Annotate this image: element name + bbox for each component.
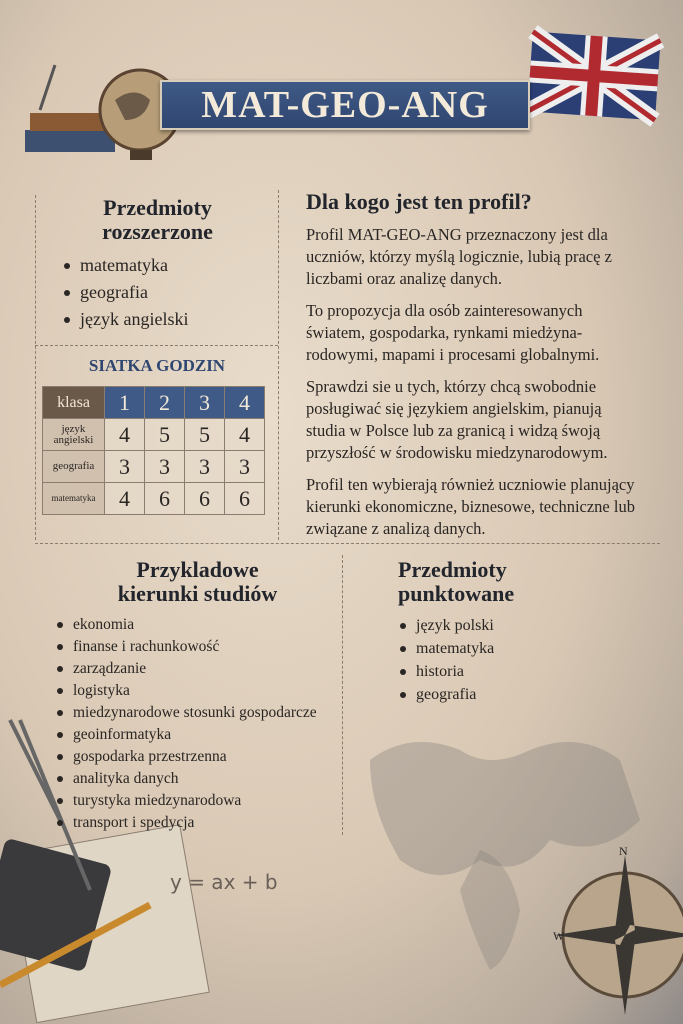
list-item: geoinformatyka xyxy=(55,724,340,746)
studies-heading: Przykladowe xyxy=(136,557,259,582)
title-banner xyxy=(160,80,530,130)
uk-flag-icon xyxy=(525,28,665,123)
schedule xyxy=(42,356,272,515)
list-item: historia xyxy=(398,660,628,683)
page-title: MAT-GEO-ANG xyxy=(201,84,489,126)
table-row: język angielski 4 5 5 4 xyxy=(43,419,265,451)
compass-rose-icon xyxy=(555,845,683,1015)
list-item: matematyka xyxy=(62,252,275,279)
list-item: język polski xyxy=(398,614,628,637)
list-item: logistyka xyxy=(55,680,340,702)
scored-heading: Przedmioty xyxy=(398,557,507,582)
example-studies: Przykladowe kierunki studiów ekonomia finanse i rachunkowość zarządzanie logistyka miedzynarodowe stosunki gospodarcze geoinformatyka gospodarka przestrzenna analityka danych turystyka miedzynarodowa transport i spedycja xyxy=(55,558,340,834)
list-item: język angielski xyxy=(62,306,275,333)
formula-decoration: y = ax + b xyxy=(170,870,278,894)
subjects-heading: Przedmioty xyxy=(103,195,212,220)
table-row: geografia 3 3 3 3 xyxy=(43,451,265,483)
list-item: turystyka miedzynarodowa xyxy=(55,790,340,812)
scored-subjects: Przedmioty punktowane język polski matematyka historia geografia xyxy=(398,558,628,706)
schedule-table: klasa 1 2 3 4 język angielski 4 5 5 4 geografia 3 3 3 3 matematyka 4 6 6 6 xyxy=(42,386,265,515)
list-item: zarządzanie xyxy=(55,658,340,680)
profile-description: Dla kogo jest ten profil? Profil MAT-GEO-ANG przeznaczony jest dla uczniów, którzy myślą logicznie, lubią pracę z liczbami oraz analizę danych. To propozycja dla osób zainteresowanych światem, gospodarka, rynkami miedżyna-rodowymi, mapami i procesami globalnymi. Sprawdzi sie u tych, którzy chcą swobodnie posługiwać się językiem angielskim, pianują studia w Polsce lub za granicą i widzą śwoją przyszłość w środowisku miedzynarodowym. Profil ten wybierają również uczniowie planujący kierunki ekonomiczne, biznesowe, techniczne lub związane z analizą danych. xyxy=(306,189,635,538)
list-item: finanse i rachunkowość xyxy=(55,636,340,658)
list-item: ekonomia xyxy=(55,614,340,636)
compass-w: W xyxy=(553,929,565,943)
schedule-title: SIATKA GODZIN xyxy=(88,356,226,375)
list-item: transport i spedycja xyxy=(55,812,340,834)
list-item: miedzynarodowe stosunki gospodarcze xyxy=(55,702,340,724)
list-item: geografia xyxy=(398,683,628,706)
list-item: gospodarka przestrzenna xyxy=(55,746,340,768)
compass-n: N xyxy=(619,844,628,858)
list-item: matematyka xyxy=(398,637,628,660)
profile-heading: Dla kogo jest ten profil? xyxy=(306,189,532,214)
table-row: matematyka 4 6 6 6 xyxy=(43,483,265,515)
extended-subjects: Przedmioty rozszerzone matematyka geografia język angielski xyxy=(40,196,275,333)
list-item: analityka danych xyxy=(55,768,340,790)
list-item: geografia xyxy=(62,279,275,306)
globe-icon xyxy=(20,35,170,165)
